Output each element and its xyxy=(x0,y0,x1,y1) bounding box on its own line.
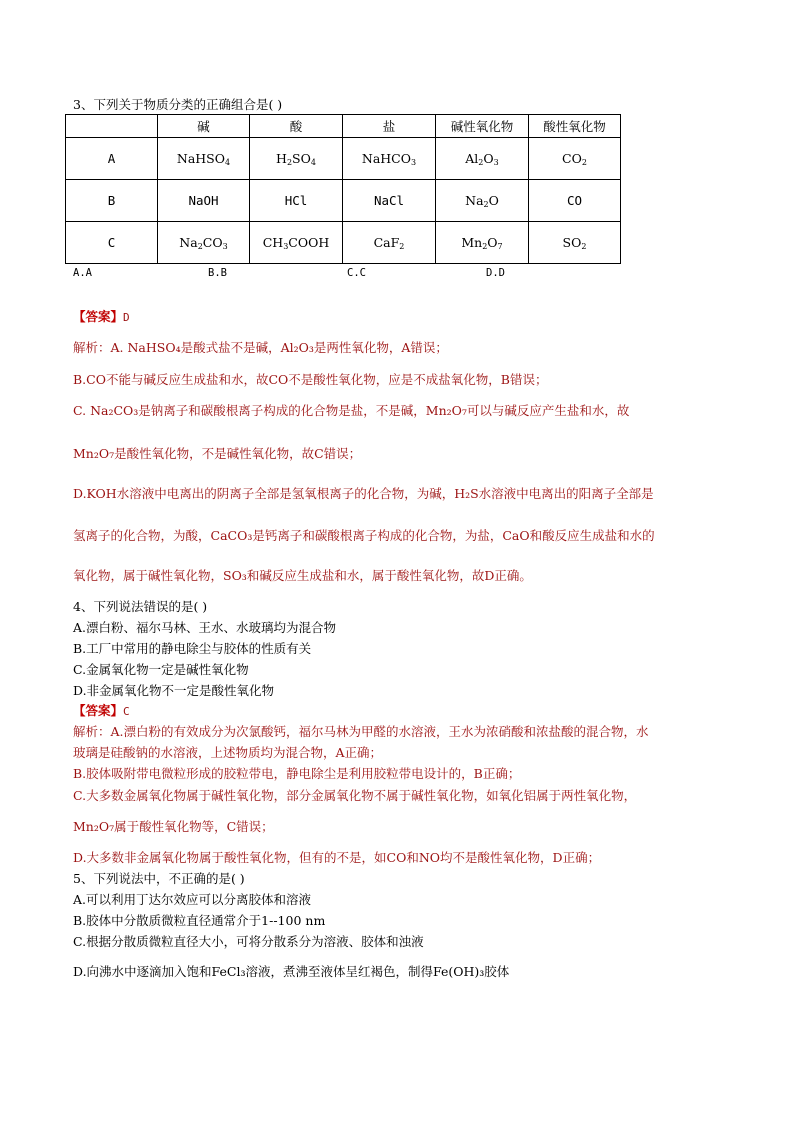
q3-analysis-line: Mn₂O₇是酸性氧化物，不是碱性氧化物，故C错误； xyxy=(73,446,362,461)
answer-tag: 【答案】 xyxy=(73,703,124,718)
q3-header-acidic-oxide: 酸性氧化物 xyxy=(529,115,621,138)
q3-header-acid: 酸 xyxy=(250,115,343,138)
q4-option-c: C.金属氧化物一定是碱性氧化物 xyxy=(73,662,249,677)
formula-cell: NaHCO$_3$ xyxy=(343,138,436,180)
row-label: C xyxy=(66,222,158,264)
formula-cell: NaHSO$_4$ xyxy=(158,138,250,180)
q4-analysis-line: C.大多数金属氧化物属于碱性氧化物，部分金属氧化物不属于碱性氧化物，如氧化铝属于两性氧化物， xyxy=(73,788,637,803)
q3-header-base: 碱 xyxy=(158,115,250,138)
q3-header-basic-oxide: 碱性氧化物 xyxy=(436,115,529,138)
q5-stem: 5、下列说法中，不正确的是( ) xyxy=(73,871,245,886)
formula-cell: $CO_2$ xyxy=(529,138,621,180)
q3-option-b: B.B xyxy=(208,267,227,279)
q4-option-d: D.非金属氧化物不一定是酸性氧化物 xyxy=(73,683,275,698)
formula-cell: $Na_2O$ xyxy=(436,180,529,222)
q4-analysis-line: 解析：A.漂白粉的有效成分为次氯酸钙，福尔马林为甲醛的水溶液，王水为浓硝酸和浓盐酸的混合物，水 xyxy=(73,724,649,739)
formula-cell: $H_2SO_4$ xyxy=(250,138,343,180)
formula-cell: NaOH xyxy=(158,180,250,222)
q5-option-d: D.向沸水中逐滴加入饱和FeCl₃溶液，煮沸至液体呈红褐色，制得Fe(OH)₃胶体 xyxy=(73,964,510,979)
q3-header-row xyxy=(66,115,621,138)
q3-row-c xyxy=(66,222,621,264)
q4-option-b: B.工厂中常用的静电除尘与胶体的性质有关 xyxy=(73,641,312,656)
formula-cell: CaF$_2$ xyxy=(343,222,436,264)
q5-option-c: C.根据分散质微粒直径大小，可将分散系分为溶液、胶体和浊液 xyxy=(73,934,424,949)
formula-cell: HCl xyxy=(250,180,343,222)
q4-analysis-line: D.大多数非金属氧化物属于酸性氧化物，但有的不是，如CO和NO均不是酸性氧化物，D正确； xyxy=(73,850,601,865)
q3-answer xyxy=(73,309,130,326)
answer-value: C xyxy=(123,705,130,718)
q3-analysis-line: 氢离子的化合物，为酸，CaCO₃是钙离子和碳酸根离子构成的化合物，为盐，CaO和酸反应生成盐和水的 xyxy=(73,528,655,543)
q4-option-a: A.漂白粉、福尔马林、王水、水玻璃均为混合物 xyxy=(73,620,337,635)
q3-table xyxy=(65,114,621,264)
q5-option-b: B.胶体中分散质微粒直径通常介于1--100 nm xyxy=(73,913,326,928)
formula-cell: $SO_2$ xyxy=(529,222,621,264)
q3-header-blank xyxy=(66,115,158,138)
q3-stem: 3、下列关于物质分类的正确组合是( ) xyxy=(73,97,283,112)
q3-option-a: A.A xyxy=(73,267,92,279)
q3-row-a xyxy=(66,138,621,180)
q4-analysis-line: Mn₂O₇属于酸性氧化物等，C错误； xyxy=(73,819,274,834)
q3-analysis-line: 氧化物，属于碱性氧化物，SO₃和碱反应生成盐和水，属于酸性氧化物，故D正确。 xyxy=(73,568,532,583)
formula-cell: $Al_2O_3$ xyxy=(436,138,529,180)
q4-answer xyxy=(73,703,130,720)
q3-row-b xyxy=(66,180,621,222)
q4-stem: 4、下列说法错误的是( ) xyxy=(73,599,208,614)
q3-option-c: C.C xyxy=(347,267,366,279)
q3-analysis-line: D.KOH水溶液中电离出的阴离子全部是氢氧根离子的化合物，为碱，H₂S水溶液中电离出的阳离子全部是 xyxy=(73,486,654,501)
q3-analysis-line: B.CO不能与碱反应生成盐和水，故CO不是酸性氧化物，应是不成盐氧化物，B错误； xyxy=(73,372,548,387)
formula-cell: NaCl xyxy=(343,180,436,222)
formula-cell: CO xyxy=(529,180,621,222)
q3-analysis-line: 解析：A. NaHSO₄是酸式盐不是碱，Al₂O₃是两性氧化物，A错误； xyxy=(73,340,448,355)
q3-option-d: D.D xyxy=(486,267,505,279)
q4-analysis-line: 玻璃是硅酸钠的水溶液，上述物质均为混合物，A正确； xyxy=(73,745,383,760)
answer-tag: 【答案】 xyxy=(73,309,124,324)
q5-option-a: A.可以利用丁达尔效应可以分离胶体和溶液 xyxy=(73,892,312,907)
q3-header-salt: 盐 xyxy=(343,115,436,138)
row-label: A xyxy=(66,138,158,180)
row-label: B xyxy=(66,180,158,222)
q4-analysis-line: B.胶体吸附带电微粒形成的胶粒带电，静电除尘是利用胶粒带电设计的，B正确； xyxy=(73,766,521,781)
answer-value: D xyxy=(123,311,130,324)
formula-cell: $CH_3COOH$ xyxy=(250,222,343,264)
q3-analysis-line: C. Na₂CO₃是钠离子和碳酸根离子构成的化合物是盐，不是碱，Mn₂O₇可以与碱反应产生盐和水，故 xyxy=(73,403,630,418)
formula-cell: $Mn_2O_7$ xyxy=(436,222,529,264)
formula-cell: $Na_2CO_3$ xyxy=(158,222,250,264)
